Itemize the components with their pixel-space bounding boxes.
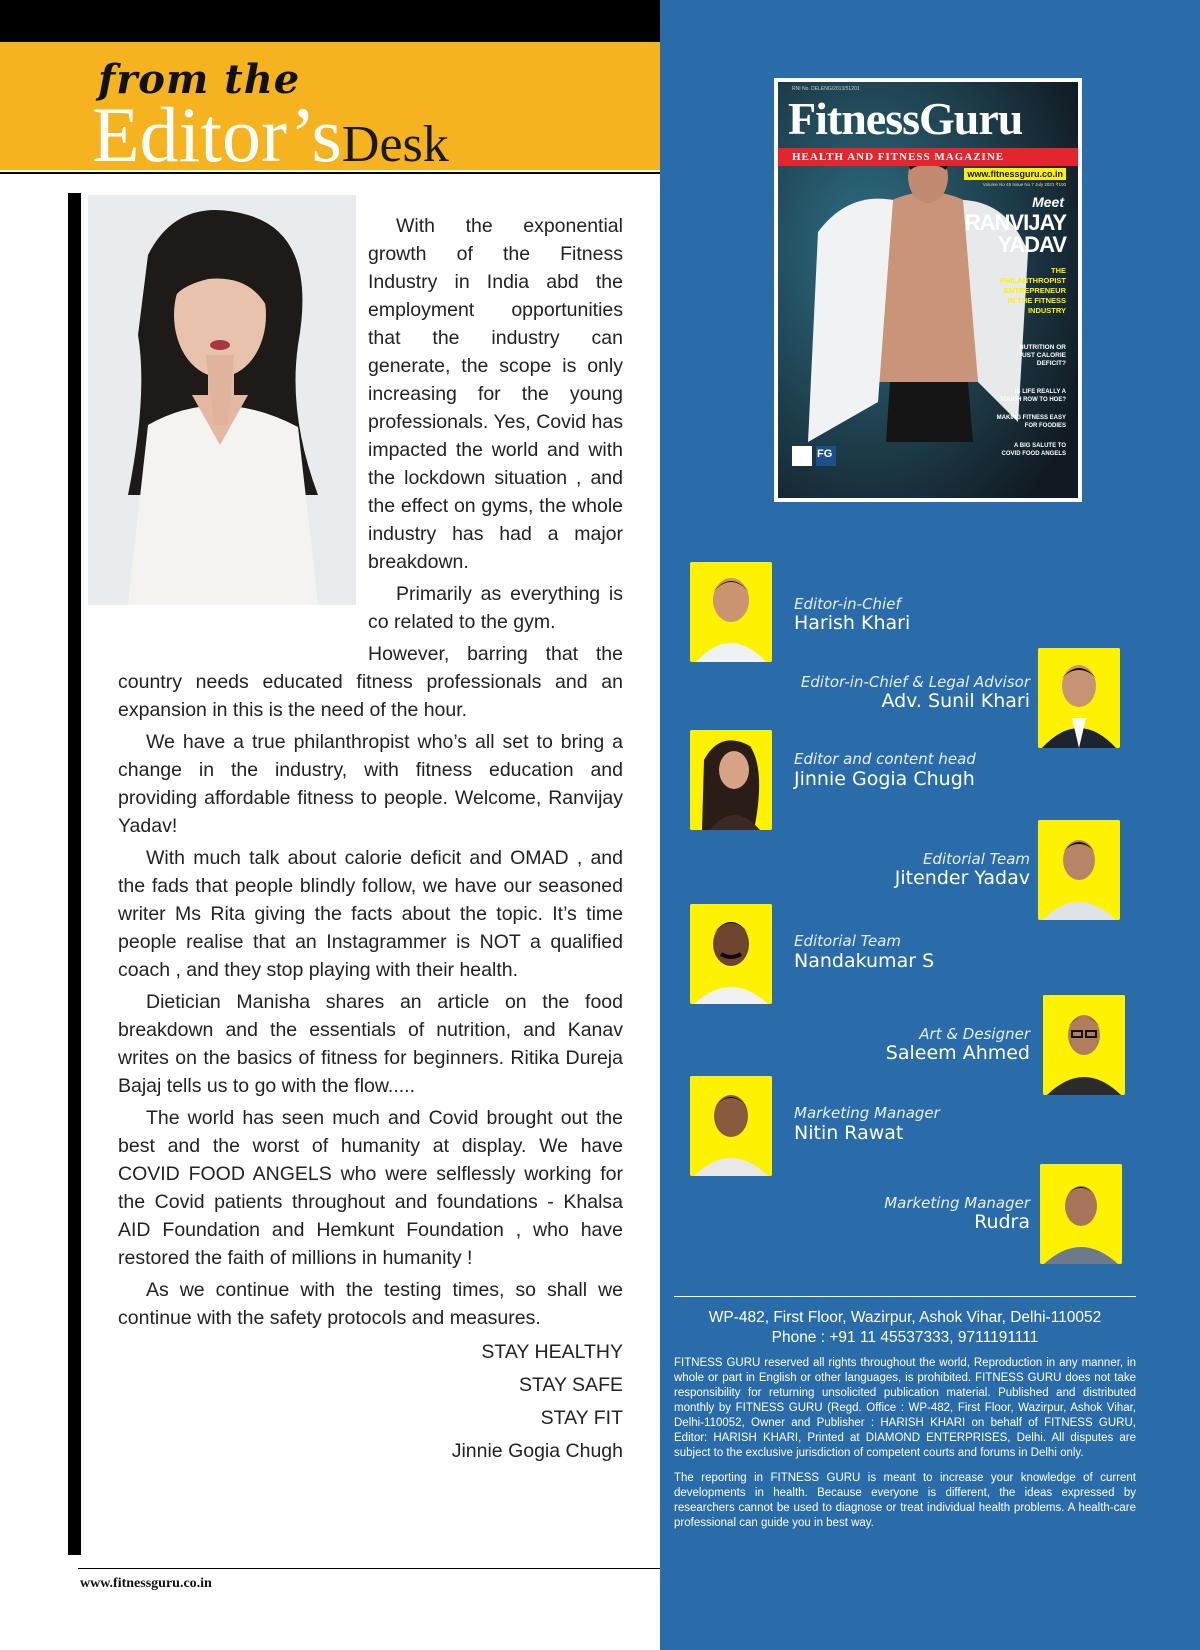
team-name: Jinnie Gogia Chugh bbox=[794, 768, 975, 790]
cover-logo: FG bbox=[817, 448, 833, 460]
team-role: Editor-in-Chief & Legal Advisor bbox=[800, 673, 1030, 691]
article-paragraph: With the exponential growth of the Fitness Industry in India abd the employment opportunities that the industry can generate, the scope is only increasing for the young professionals. Yes, Covid has impacted the world and with the lockdown situation , and the effect on gyms, the whole industry has had a major breakdown. bbox=[368, 215, 623, 573]
team-role: Editor-in-Chief bbox=[794, 595, 901, 613]
article-paragraph: However, barring that the country needs educated fitness professionals and an expansion in this is the need of the hour. bbox=[118, 643, 623, 721]
team-name: Nitin Rawat bbox=[794, 1122, 904, 1144]
cover-story: MAKING FITNESS EASY FOR FOODIES bbox=[996, 415, 1066, 429]
article-paragraph: With much talk about calorie deficit and OMAD , and the fads that people blindly follow, we have our seasoned writer Ms Rita giving the facts about the topic. It’s time people realise that an Instagrammer is NOT a qualified coach , and they stop playing with their health. bbox=[118, 847, 623, 981]
article-paragraph: The world has seen much and Covid brought out the best and the worst of humanity at display. We have COVID FOOD ANGELS who were selflessly working for the Covid patients throughout and foundations - Khalsa AID Foundation and Hemkunt Foundation , who have restored the faith of millions in humanity ! bbox=[118, 1107, 623, 1269]
cover-story: A BIG SALUTE TO COVID FOOD ANGELS bbox=[1001, 443, 1066, 457]
contact-address: WP-482, First Floor, Wazirpur, Ashok Vihar, Delhi-110052 bbox=[708, 1309, 1102, 1326]
team-role: Editorial Team bbox=[794, 932, 902, 950]
team-photo bbox=[1038, 820, 1120, 920]
cover-story: NUTRITION OR JUST CALORIE DEFICIT? bbox=[1018, 344, 1066, 367]
team-name: Rudra bbox=[974, 1211, 1030, 1233]
cover-story: IS LIFE REALLY A TOUGH ROW TO HOE? bbox=[999, 389, 1066, 403]
team-photo bbox=[690, 1076, 772, 1176]
team-role: Art & Designer bbox=[919, 1025, 1030, 1043]
team-name: Saleem Ahmed bbox=[885, 1042, 1030, 1064]
article-paragraph: Dietician Manisha shares an article on the food breakdown and the essentials of nutrition, and Kanav writes on the basics of fitness for beginners. Ritika Dureja Bajaj tells us to go with the flow..... bbox=[118, 991, 623, 1097]
signoff-line: STAY HEALTHY bbox=[481, 1341, 623, 1363]
vertical-accent-bar bbox=[68, 193, 81, 1555]
footer-divider bbox=[78, 1568, 660, 1569]
magazine-cover[interactable] bbox=[774, 78, 1082, 502]
contact-phone: Phone : +91 11 45537333, 9711191111 bbox=[771, 1329, 1039, 1346]
team-photo bbox=[690, 730, 772, 830]
team-photo bbox=[1040, 1164, 1122, 1264]
team-photo bbox=[1043, 995, 1125, 1095]
legal-disclaimer: The reporting in FITNESS GURU is meant to increase your knowledge of current developments in health. Because everyone is different, the ideas expressed by researchers cannot be used to diagnose or treat individual health problems. A health-care professional can guide you in best way. bbox=[674, 1472, 1136, 1529]
cover-tagline: HEALTH AND FITNESS MAGAZINE bbox=[792, 151, 1005, 163]
team-photo bbox=[690, 562, 772, 662]
signoff-line: STAY FIT bbox=[540, 1407, 623, 1429]
team-name: Nandakumar S bbox=[794, 950, 935, 972]
signoff-line: STAY SAFE bbox=[518, 1374, 623, 1396]
top-black-bar bbox=[0, 0, 660, 42]
cover-rni: RNI No. DELENG/2013/51201 bbox=[792, 86, 860, 92]
editor-article bbox=[118, 212, 623, 1470]
team-name: Harish Khari bbox=[794, 612, 911, 634]
legal-rights: FITNESS GURU reserved all rights throughout the world, Reproduction in any manner, in whole or part in English or other languages, is prohibited. FITNESS GURU does not take responsibility for returning unsolicited publication material. Published and distributed monthly by FITNESS GURU (Regd. Office : WP-482, First Floor, Wazirpur, Ashok Vihar, Delhi-110052, Owner and Publisher : HARISH KHARI on behalf of FITNESS GURU, Editor: HARISH KHARI, Printed at DIAMOND ENTERPRISES, Delhi. All disputes are subject to the exclusive jurisdiction of competent courts and forums in Delhi only. bbox=[674, 1357, 1136, 1459]
cover-name-2: YADAV bbox=[997, 232, 1066, 257]
legal-block bbox=[674, 1356, 1136, 1541]
team-photo bbox=[690, 904, 772, 1004]
team-role: Marketing Manager bbox=[794, 1104, 940, 1122]
contact-divider bbox=[674, 1296, 1136, 1297]
header-editors: Editor’s bbox=[92, 91, 342, 178]
cover-subhead: THE PHILANTHROPIST ENTREPRENEUR IN THE FITNESS INDUSTRY bbox=[1000, 266, 1066, 315]
header-title bbox=[92, 91, 449, 184]
cover-name-1: RANVIJAY bbox=[964, 210, 1066, 235]
team-name: Jitender Yadav bbox=[894, 867, 1030, 889]
article-paragraph: Primarily as everything is co related to the gym. bbox=[368, 583, 623, 633]
signoff bbox=[118, 1338, 623, 1465]
team-role: Editor and content head bbox=[794, 750, 976, 768]
cover-masthead: FitnessGuru bbox=[788, 93, 1023, 144]
contact-block bbox=[674, 1308, 1136, 1348]
team-role: Editorial Team bbox=[922, 850, 1030, 868]
team-role: Marketing Manager bbox=[884, 1194, 1030, 1212]
cover-url: www.fitnessguru.co.in bbox=[964, 168, 1066, 180]
article-paragraph: We have a true philanthropist who’s all set to bring a change in the industry, with fitness education and providing affordable fitness to people. Welcome, Ranvijay Yadav! bbox=[118, 731, 623, 837]
cover-issue: Volume No 45 Issue No 7 July 2021 ₹100 bbox=[982, 182, 1066, 187]
team-photo bbox=[1038, 648, 1120, 748]
signoff-signature: Jinnie Gogia Chugh bbox=[451, 1440, 623, 1462]
footer-url[interactable]: www.fitnessguru.co.in bbox=[80, 1576, 212, 1591]
team-name: Adv. Sunil Khari bbox=[881, 690, 1030, 712]
article-paragraph: As we continue with the testing times, so shall we continue with the safety protocols and measures. bbox=[118, 1279, 623, 1329]
header-desk: Desk bbox=[341, 116, 449, 173]
cover-artwork bbox=[778, 82, 1078, 498]
cover-meet: Meet bbox=[1032, 194, 1064, 210]
header-from-the: from the bbox=[98, 56, 301, 103]
